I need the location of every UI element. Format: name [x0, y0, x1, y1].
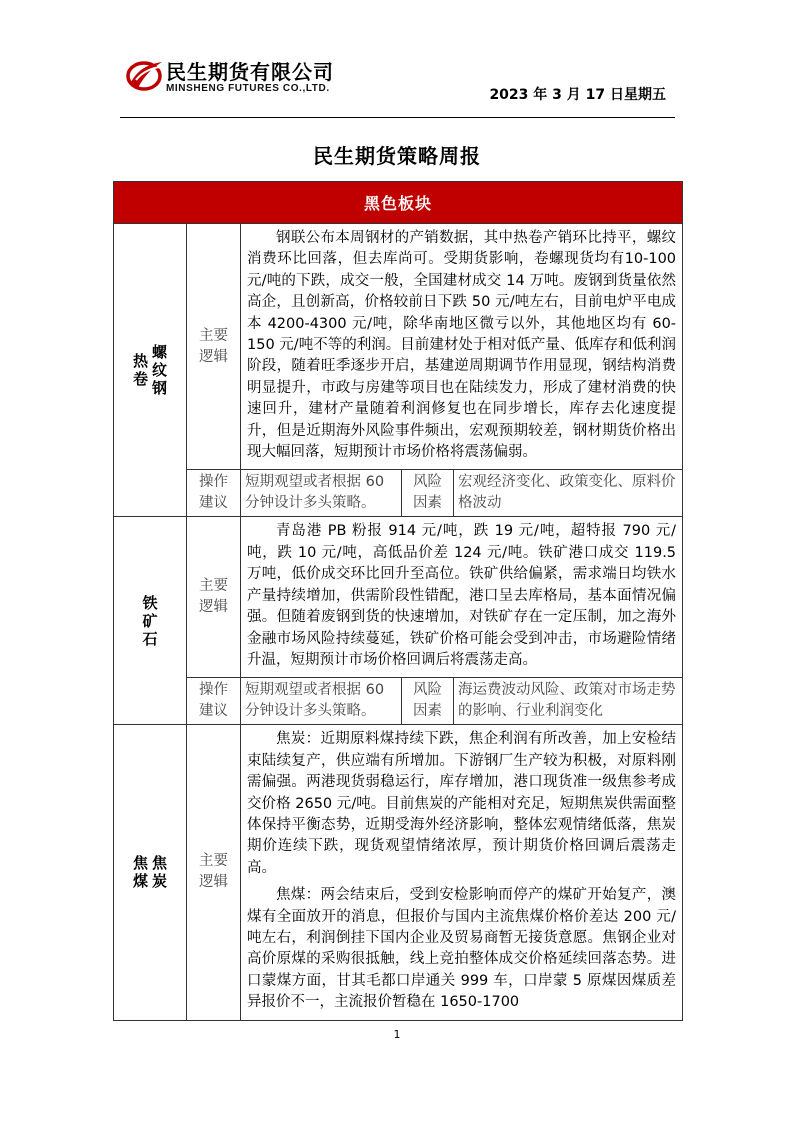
commodity-row [114, 725, 683, 1020]
risk-label-text: 风险 [413, 474, 442, 491]
commodity-name-char: 纹 [152, 361, 168, 380]
logic-label-text: 主要 [199, 853, 228, 870]
commodity-name-char: 螺 [152, 343, 168, 362]
operation-label-text: 操作 [199, 474, 228, 491]
logic-label [187, 517, 241, 678]
commodity-name-char: 矿 [142, 611, 158, 630]
commodity-name-column [133, 854, 148, 890]
logic-paragraph: 焦炭：近期原料煤持续下跌，焦企利润有所改善，加上安检结束陆续复产，供应端有所增加。下游钢厂生产较为积极，对原料刚需偏强。两港现货弱稳运行，库存增加，港口现货准一级焦参考成交价格 2650 元/吨。目前焦炭的产能相对充足，短期焦炭供需面整体保持平衡态势，近期受海外经济影响，整体宏观情绪低落，焦炭期价连续下跌，现货观望情绪浓厚，预计期货价格回调后震荡走高。 [247, 731, 677, 876]
commodity-name-char: 热 [132, 352, 148, 371]
strategy-table [113, 181, 683, 1021]
logic-text [241, 224, 683, 470]
risk-label [402, 470, 454, 517]
operation-label-text: 建议 [199, 495, 228, 512]
risk-label [402, 678, 454, 725]
risk-label-text: 因素 [413, 703, 442, 720]
commodity-name-column [152, 343, 167, 397]
commodity-name-char: 煤 [132, 872, 148, 891]
commodity-name [114, 224, 187, 517]
risk-factors: 海运费波动风险、政策对市场走势的影响、行业利润变化 [454, 678, 683, 725]
commodity-name-char: 钢 [152, 379, 168, 398]
operation-label [187, 678, 241, 725]
operation-row [114, 470, 683, 517]
commodity-name-column [142, 594, 157, 648]
logic-label-text: 逻辑 [199, 874, 228, 891]
logic-paragraph: 青岛港 PB 粉报 914 元/吨，跌 19 元/吨，超特报 790 元/吨，跌 10 元/吨，高低品价差 124 元/吨。铁矿港口成交 119.5 万吨，低价成交环比回升至高位。铁矿供给偏紧，需求端日均铁水产量持续增加，供需阶段性错配，港口呈去库格局，基本面情况偏强。但随着废钢到货的快速增加，对铁矿存在一定压制，加之海外金融市场风险持续蔓延，铁矿价格可能会受到冲击，市场避险情绪升温，短期预计市场价格回调后将震荡走高。 [247, 523, 677, 668]
operation-label [187, 470, 241, 517]
commodity-name-char: 炭 [152, 872, 168, 891]
commodity-name [114, 517, 187, 725]
minsheng-logo-icon [126, 58, 164, 92]
header-divider [120, 117, 675, 118]
logo-chinese-name: 民生期货有限公司 [166, 60, 334, 84]
commodity-name-char: 石 [142, 629, 158, 648]
commodity-name-char: 铁 [142, 593, 158, 612]
page-header [0, 0, 794, 120]
operation-row [114, 678, 683, 725]
commodity-row [114, 224, 683, 470]
operation-label-text: 建议 [199, 703, 228, 720]
commodity-name-column [133, 352, 148, 388]
logic-paragraph: 焦煤：两会结束后，受到安检影响而停产的煤矿开始复产，澳煤有全面放开的消息，但报价与国内主流焦煤价格价差达 200 元/吨左右，利润倒挂下国内企业及贸易商暂无接货意愿。焦钢企业对高价原煤的采购很抵触，线上竞拍整体成交价格延续回落态势。进口蒙煤方面，甘其毛都口岸通关 999 车，口岸蒙 5 原煤因煤质差异报价不一，主流报价暂稳在 1650-1700 [247, 887, 677, 1011]
operation-label-text: 操作 [199, 682, 228, 699]
logic-text [241, 725, 683, 1020]
operation-advice: 短期观望或者根据 60 分钟设计多头策略。 [241, 678, 402, 725]
logic-paragraph: 钢联公布本周钢材的产销数据，其中热卷产销环比持平，螺纹消费环比回落，但去库尚可。受期货影响，卷螺现货均有10-100 元/吨的下跌，成交一般，全国建材成交 14 万吨。废钢到货量依然高企，且创新高，价格较前日下跌 50 元/吨左右，目前电炉平电成本 4200-4300 元/吨，除华南地区微亏以外，其他地区均有 60-150 元/吨不等的利润。目前建材处于相对低产量、低库存和低利润阶段，随着旺季逐步开启，基建逆周期调节作用显现，钢结构消费明显提升，市政与房建等项目也在陆续发力，形成了建材消费的快速回升，建材产量随着利润修复也在同步增长，库存去化速度提升，但是近期海外风险事件频出，宏观预期较差，钢材期货价格出现大幅回落，短期预计市场价格将震荡偏弱。 [247, 230, 677, 461]
commodity-row [114, 517, 683, 678]
commodity-name-column [152, 854, 167, 890]
logic-label-text: 逻辑 [199, 599, 228, 616]
section-header: 黑色板块 [114, 182, 683, 224]
risk-label-text: 因素 [413, 495, 442, 512]
logic-text [241, 517, 683, 678]
company-logo [126, 58, 366, 102]
risk-factors: 宏观经济变化、政策变化、原料价格波动 [454, 470, 683, 517]
page-number: 1 [393, 1028, 401, 1041]
risk-label-text: 风险 [413, 682, 442, 699]
commodity-name [114, 725, 187, 1020]
operation-advice: 短期观望或者根据 60 分钟设计多头策略。 [241, 470, 402, 517]
logic-label-text: 主要 [199, 578, 228, 595]
commodity-name-char: 卷 [132, 370, 148, 389]
logic-label [187, 725, 241, 1020]
logic-label-text: 主要 [199, 327, 228, 344]
logic-label-text: 逻辑 [199, 348, 228, 365]
logo-english-name: MINSHENG FUTURES CO.,LTD. [166, 83, 330, 94]
logic-label [187, 224, 241, 470]
report-title: 民生期货策略周报 [313, 144, 481, 168]
report-date: 2023 年 3 月 17 日星期五 [489, 87, 666, 103]
commodity-name-char: 焦 [152, 854, 168, 873]
commodity-name-char: 焦 [132, 854, 148, 873]
